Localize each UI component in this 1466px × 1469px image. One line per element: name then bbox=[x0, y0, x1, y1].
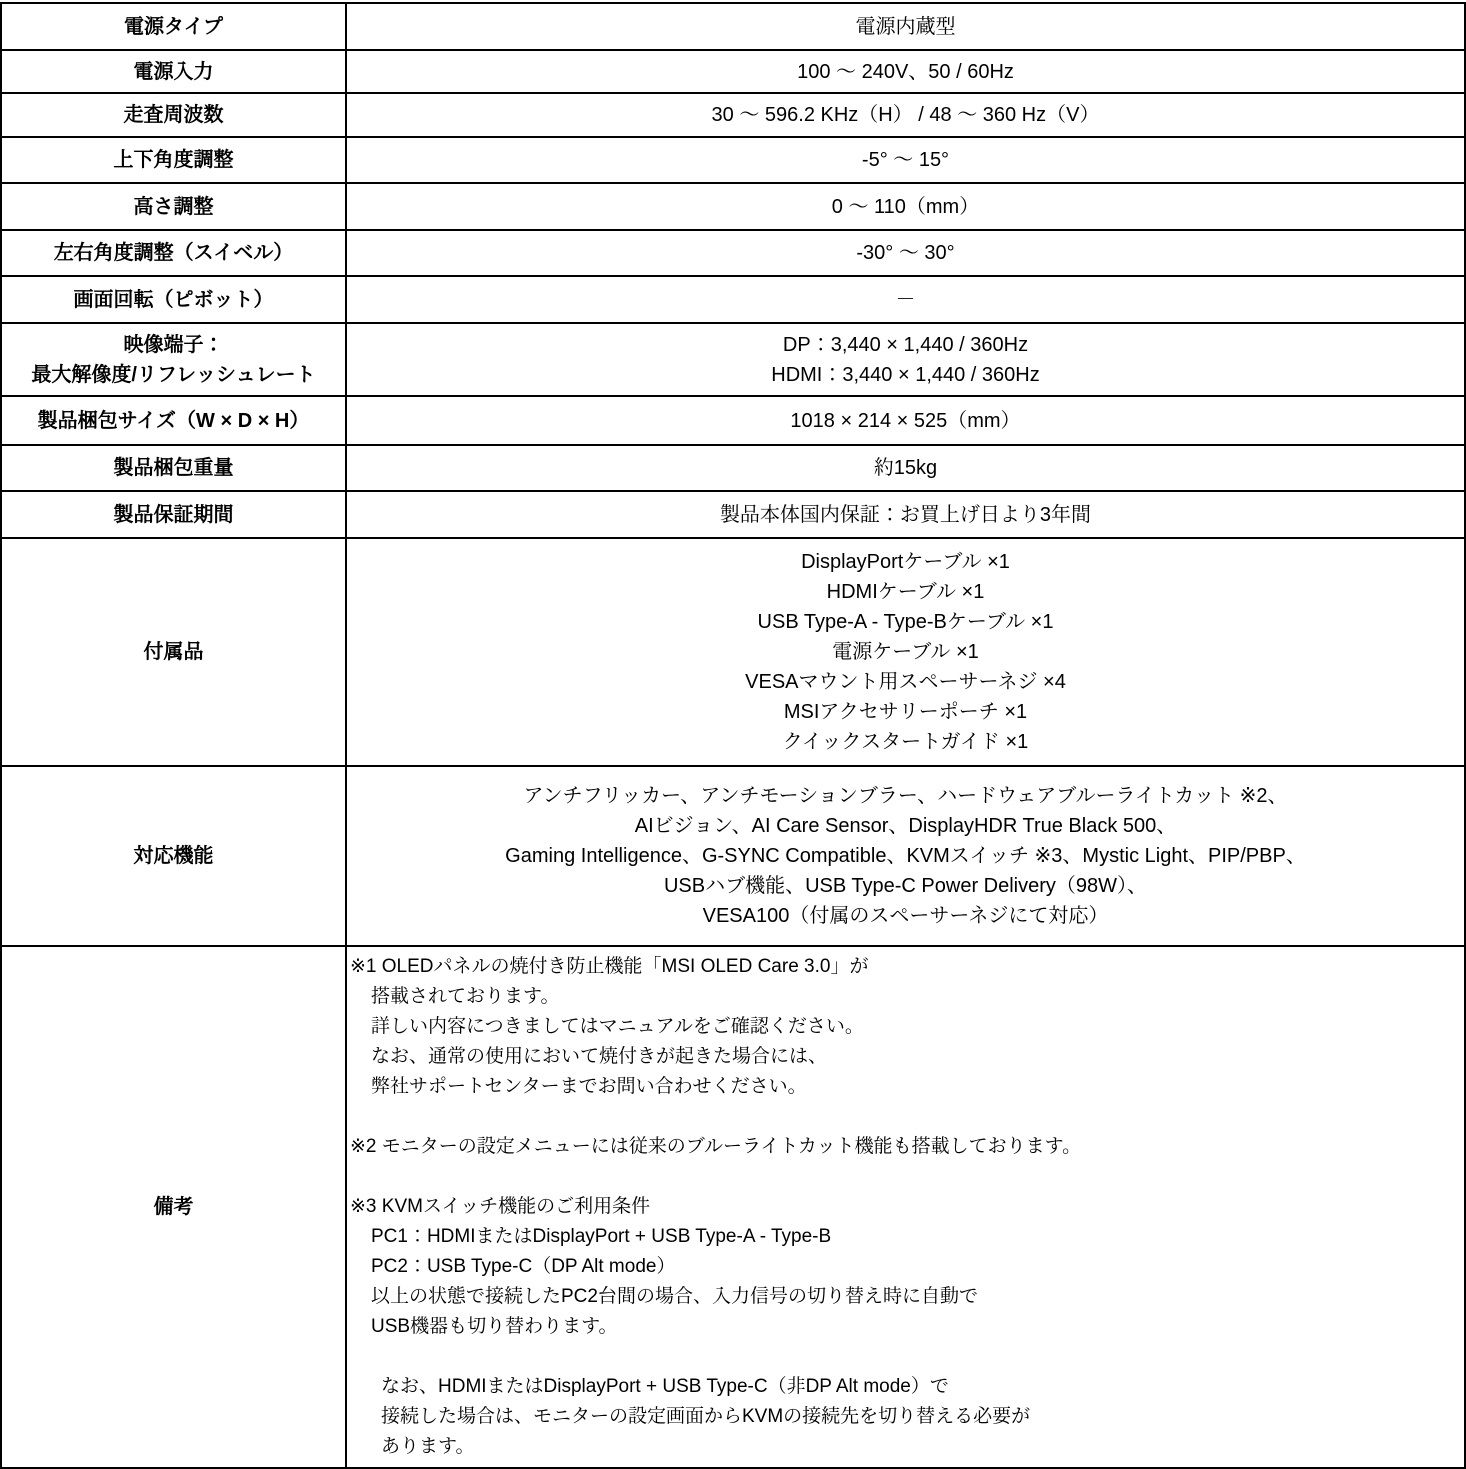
spec-row-remarks bbox=[2, 945, 1464, 1467]
spec-value-line: -5° ～ 15° bbox=[861, 149, 950, 171]
remark-spacer bbox=[350, 1162, 1454, 1192]
spec-value-max-resolution-refresh bbox=[347, 324, 1464, 395]
spec-value-line: VESA100（付属のスペーサーネジにて対応） bbox=[702, 905, 1109, 927]
remark-line: なお、通常の使用において焼付きが起きた場合には、 bbox=[371, 1046, 828, 1067]
spec-label-line: 製品梱包重量 bbox=[113, 457, 234, 479]
spec-label-line: 左右角度調整（スイベル） bbox=[53, 242, 294, 264]
spec-label-warranty-period bbox=[2, 492, 347, 537]
spec-value-line: USBハブ機能、USB Type-C Power Delivery（98W）、 bbox=[663, 875, 1148, 897]
remark-line: ※3 KVMスイッチ機能のご利用条件 bbox=[350, 1196, 651, 1217]
spec-label-power-type bbox=[2, 4, 347, 49]
spec-row-accessories bbox=[2, 537, 1464, 765]
spec-row-warranty-period bbox=[2, 490, 1464, 537]
spec-value-power-type bbox=[347, 4, 1464, 49]
spec-label-line: 付属品 bbox=[143, 641, 204, 663]
spec-value-line: 製品本体国内保証：お買上げ日より3年間 bbox=[719, 503, 1092, 526]
spec-value-line: DP：3,440 × 1,440 / 360Hz bbox=[782, 333, 1029, 356]
spec-value-line: DisplayPortケーブル ×1 bbox=[801, 551, 1010, 573]
remark-line: あります。 bbox=[381, 1436, 475, 1457]
spec-value-scan-frequency bbox=[347, 94, 1464, 136]
spec-value-line: 30 ～ 596.2 KHz（H） / 48 ～ 360 Hz（V） bbox=[711, 104, 1100, 126]
spec-label-scan-frequency bbox=[2, 94, 347, 136]
spec-row-scan-frequency bbox=[2, 92, 1464, 136]
spec-label-tilt-adjust bbox=[2, 138, 347, 182]
spec-value-warranty-period bbox=[347, 492, 1464, 537]
spec-value-package-size bbox=[347, 397, 1464, 444]
spec-label-swivel-adjust bbox=[2, 231, 347, 275]
remark-line: USB機器も切り替わります。 bbox=[371, 1316, 618, 1337]
spec-label-line: 備考 bbox=[153, 1196, 194, 1218]
spec-value-line: － bbox=[895, 288, 916, 311]
spec-label-line: 最大解像度/リフレッシュレート bbox=[31, 363, 316, 386]
spec-row-power-type bbox=[2, 4, 1464, 49]
remark-line: 搭載されております。 bbox=[371, 986, 560, 1007]
spec-value-package-weight bbox=[347, 446, 1464, 490]
remark-line: 接続した場合は、モニターの設定画面からKVMの接続先を切り替える必要が bbox=[381, 1406, 1031, 1427]
spec-value-line: 約15kg bbox=[873, 457, 938, 479]
spec-table bbox=[0, 2, 1466, 1469]
spec-value-swivel-adjust bbox=[347, 231, 1464, 275]
remark-line: なお、HDMIまたはDisplayPort + USB Type-C（非DP Alt mode）で bbox=[381, 1376, 949, 1397]
spec-value-line: VESAマウント用スペーサーネジ ×4 bbox=[745, 671, 1066, 693]
spec-row-height-adjust bbox=[2, 182, 1464, 229]
remark-line: PC2：USB Type-C（DP Alt mode） bbox=[371, 1256, 676, 1277]
spec-label-line: 製品梱包サイズ（W × D × H） bbox=[37, 409, 310, 432]
spec-value-line: 電源ケーブル ×1 bbox=[832, 641, 979, 663]
spec-value-line: Gaming Intelligence、G-SYNC Compatible、KVMスイッチ ※3、Mystic Light、PIP/PBP、 bbox=[505, 845, 1306, 867]
spec-value-height-adjust bbox=[347, 184, 1464, 229]
spec-value-line: 0 ～ 110（mm） bbox=[831, 195, 980, 218]
spec-row-pivot bbox=[2, 275, 1464, 322]
spec-value-supported-features bbox=[347, 767, 1464, 945]
spec-value-line: HDMI：3,440 × 1,440 / 360Hz bbox=[771, 363, 1040, 386]
spec-label-pivot bbox=[2, 277, 347, 322]
spec-label-power-input bbox=[2, 51, 347, 92]
spec-row-swivel-adjust bbox=[2, 229, 1464, 275]
spec-row-package-size bbox=[2, 395, 1464, 444]
spec-label-line: 電源タイプ bbox=[124, 15, 223, 38]
spec-label-line: 製品保証期間 bbox=[113, 503, 234, 526]
spec-value-line: 1018 × 214 × 525（mm） bbox=[790, 409, 1021, 432]
remark-spacer bbox=[350, 1342, 1454, 1372]
spec-label-accessories bbox=[2, 539, 347, 765]
spec-value-line: USB Type-A - Type-Bケーブル ×1 bbox=[757, 611, 1054, 633]
remark-line: PC1：HDMIまたはDisplayPort + USB Type-A - Type-B bbox=[371, 1226, 832, 1247]
spec-label-max-resolution-refresh bbox=[2, 324, 347, 395]
remark-line: ※1 OLEDパネルの焼付き防止機能「MSI OLED Care 3.0」が bbox=[350, 956, 869, 977]
spec-value-remarks bbox=[347, 947, 1464, 1467]
spec-value-line: MSIアクセサリーポーチ ×1 bbox=[783, 701, 1028, 723]
spec-label-remarks bbox=[2, 947, 347, 1467]
spec-row-power-input bbox=[2, 49, 1464, 92]
spec-label-line: 上下角度調整 bbox=[113, 149, 234, 171]
spec-value-power-input bbox=[347, 51, 1464, 92]
spec-row-supported-features bbox=[2, 765, 1464, 945]
spec-label-line: 電源入力 bbox=[133, 60, 214, 83]
spec-value-line: クイックスタートガイド ×1 bbox=[782, 731, 1029, 753]
spec-row-package-weight bbox=[2, 444, 1464, 490]
spec-value-line: 100 ～ 240V、50 / 60Hz bbox=[797, 60, 1014, 83]
spec-value-accessories bbox=[347, 539, 1464, 765]
spec-value-line: アンチフリッカー、アンチモーションブラー、ハードウェアブルーライトカット ※2、 bbox=[523, 785, 1288, 807]
spec-value-line: -30° ～ 30° bbox=[856, 242, 955, 264]
spec-value-line: AIビジョン、AI Care Sensor、DisplayHDR True Black 500、 bbox=[634, 815, 1177, 837]
remark-line: ※2 モニターの設定メニューには従来のブルーライトカット機能も搭載しております。 bbox=[350, 1136, 1082, 1157]
remark-line: 詳しい内容につきましてはマニュアルをご確認ください。 bbox=[371, 1016, 864, 1037]
spec-value-tilt-adjust bbox=[347, 138, 1464, 182]
spec-label-package-size bbox=[2, 397, 347, 444]
spec-value-line: 電源内蔵型 bbox=[855, 15, 956, 38]
spec-label-line: 映像端子： bbox=[123, 333, 224, 356]
spec-label-height-adjust bbox=[2, 184, 347, 229]
remark-spacer bbox=[350, 1102, 1454, 1132]
remark-line: 以上の状態で接続したPC2台間の場合、入力信号の切り替え時に自動で bbox=[371, 1286, 978, 1307]
spec-value-line: HDMIケーブル ×1 bbox=[826, 581, 985, 603]
spec-label-line: 高さ調整 bbox=[133, 195, 214, 218]
spec-row-tilt-adjust bbox=[2, 136, 1464, 182]
spec-value-pivot bbox=[347, 277, 1464, 322]
remark-line: 弊社サポートセンターまでお問い合わせください。 bbox=[371, 1076, 807, 1097]
spec-label-supported-features bbox=[2, 767, 347, 945]
spec-label-line: 画面回転（ピボット） bbox=[73, 288, 274, 311]
spec-label-package-weight bbox=[2, 446, 347, 490]
spec-label-line: 対応機能 bbox=[133, 845, 214, 867]
spec-row-max-resolution-refresh bbox=[2, 322, 1464, 395]
spec-label-line: 走査周波数 bbox=[123, 104, 224, 126]
